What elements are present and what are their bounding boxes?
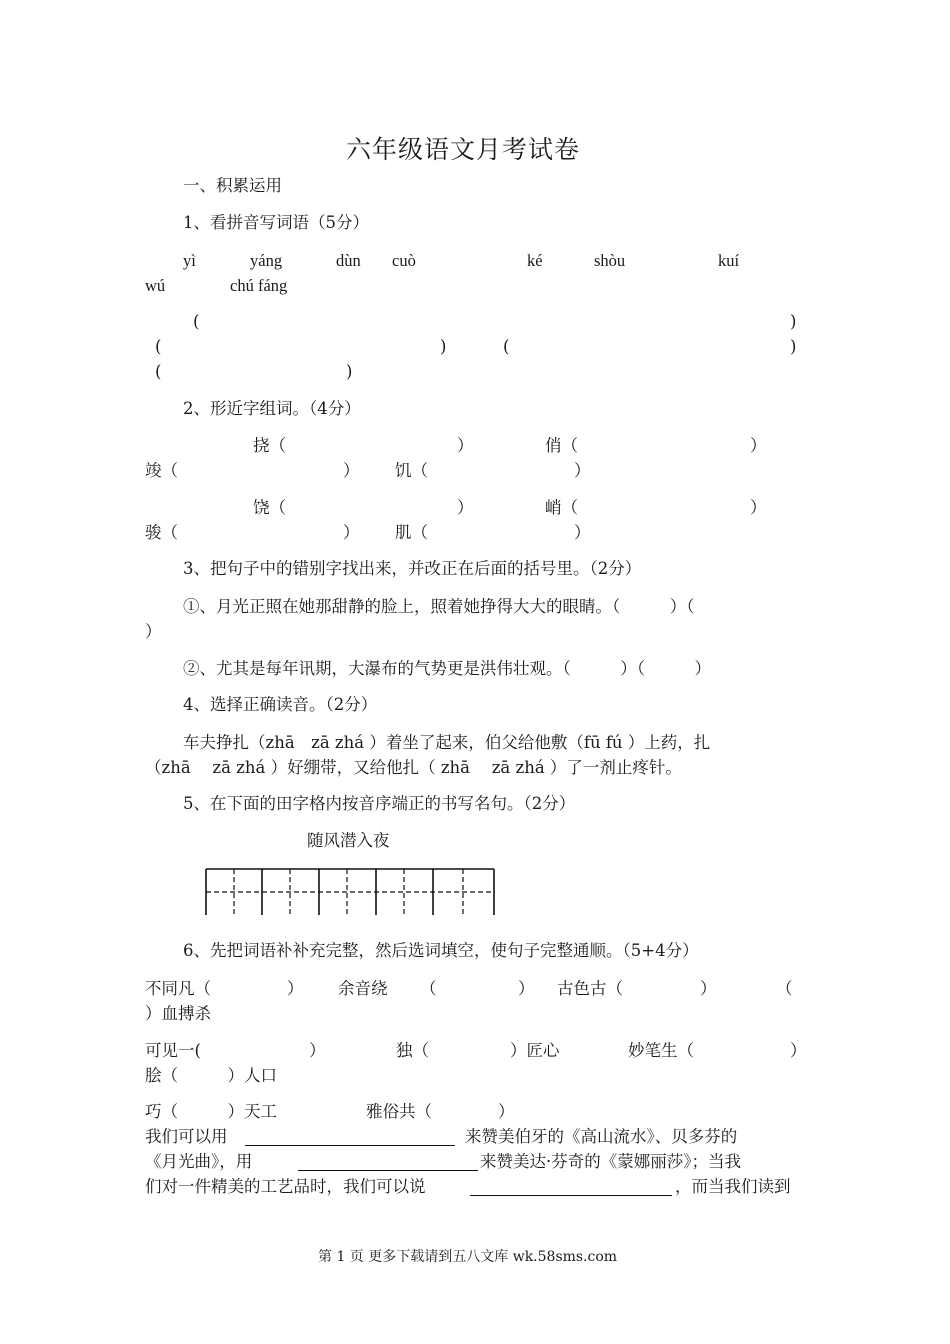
idiom-fill: ） [700,979,717,998]
paragraph-text: 《月光曲》，用 [145,1152,253,1171]
idiom-fill: 不同凡（ [145,979,211,998]
idiom-fill: 脍（ ）人口 [145,1066,277,1085]
writing-grid [205,868,495,916]
answer-bracket: ( [155,362,162,381]
idiom-fill: 可见一( [145,1041,201,1060]
question-6-label: 6、先把词语补补充完整，然后选词填空，使句子完整通顺。（5+4分） [183,941,699,960]
char-item: 饶（ [253,498,286,517]
pinyin: ké [527,251,543,270]
char-item: 俏（ [545,436,578,455]
paragraph-text: 来赞美伯牙的《高山流水》、贝多芬的 [465,1127,738,1146]
idiom-fill: ） [309,1041,326,1060]
char-item: 肌（ [395,523,428,542]
char-item: 饥（ [395,461,428,480]
reading-line-2: （zhā zā zhá ）好绷带，又给他扎（ zhā zā zhá ）了一剂止疼针。 [145,758,682,777]
sentence-2: ②、尤其是每年讯期，大瀑布的气势更是洪伟壮观。（ ）（ ） [183,659,711,678]
char-item: 竣（ [145,461,178,480]
sentence-1-end: ） [145,622,162,641]
paragraph-text: 我们可以用 [145,1127,228,1146]
idiom-fill: ） [287,979,304,998]
char-item: ） [574,523,591,542]
char-item: ） [574,461,591,480]
idiom-fill: ）血搏杀 [145,1004,211,1023]
reading-line-1: 车夫挣扎（zhā zā zhá ）着坐了起来，伯父给他敷（fū fú ）上药，扎 [183,733,711,752]
pinyin: chú fáng [230,276,288,295]
paragraph-text: 们对一件精美的工艺品时，我们可以说 [145,1177,426,1196]
pinyin: yáng [250,251,283,270]
idiom-fill: （ [420,979,437,998]
answer-bracket: ) [440,337,447,356]
question-2-label: 2、形近字组词。（4分） [183,399,361,418]
pinyin: wú [145,276,166,295]
answer-bracket: ) [346,362,353,381]
answer-bracket: ) [790,312,797,331]
char-item: ） [457,498,474,517]
question-3-label: 3、把句子中的错别字找出来，并改正在后面的括号里。（2分） [183,559,642,578]
char-item: 挠（ [253,436,286,455]
poem-phrase: 随风潜入夜 [307,831,390,850]
question-1-label: 1、看拼音写词语（5分） [183,213,369,232]
paragraph-text: 来赞美达·芬奇的《蒙娜丽莎》；当我 [480,1152,741,1171]
page-title: 六年级语文月考试卷 [346,135,581,164]
question-5-label: 5、在下面的田字格内按音序端正的书写名句。（2分） [183,794,576,813]
char-item: ） [750,498,767,517]
idiom-fill: ） [790,1041,807,1060]
char-item: ） [343,523,360,542]
page-footer: 第 1 页 更多下载请到五八文库 wk.58sms.com [318,1249,618,1265]
pinyin: kuí [718,251,740,270]
pinyin: dùn [336,251,361,270]
idiom-fill: （ [776,979,793,998]
idiom-fill: 雅俗共（ ） [366,1102,515,1121]
pinyin: cuò [392,251,416,270]
pinyin: yì [183,251,196,270]
idiom-fill: ）匠心 [510,1041,560,1060]
answer-bracket: ( [503,337,510,356]
idiom-fill: 巧（ ）天工 [145,1102,277,1121]
idiom-fill: 古色古（ [557,979,623,998]
answer-bracket: ) [790,337,797,356]
question-4-label: 4、选择正确读音。（2分） [183,695,378,714]
answer-bracket: ( [193,312,200,331]
idiom-fill: 独（ [396,1041,429,1060]
char-item: ） [750,436,767,455]
fill-blank[interactable] [245,1145,455,1146]
char-item: ） [457,436,474,455]
idiom-fill: 妙笔生（ [628,1041,694,1060]
fill-blank[interactable] [298,1170,478,1171]
idiom-fill: ） [518,979,535,998]
fill-blank[interactable] [470,1195,672,1196]
sentence-1: ①、月光正照在她那甜静的脸上，照着她挣得大大的眼睛。（ ）（ [183,597,695,616]
answer-bracket: ( [155,337,162,356]
pinyin: shòu [594,251,626,270]
char-item: 骏（ [145,523,178,542]
section-heading: 一、积累运用 [183,176,282,195]
char-item: 峭（ [545,498,578,517]
char-item: ） [343,461,360,480]
paragraph-text: ，而当我们读到 [675,1177,791,1196]
idiom-fill: 余音绕 [338,979,388,998]
